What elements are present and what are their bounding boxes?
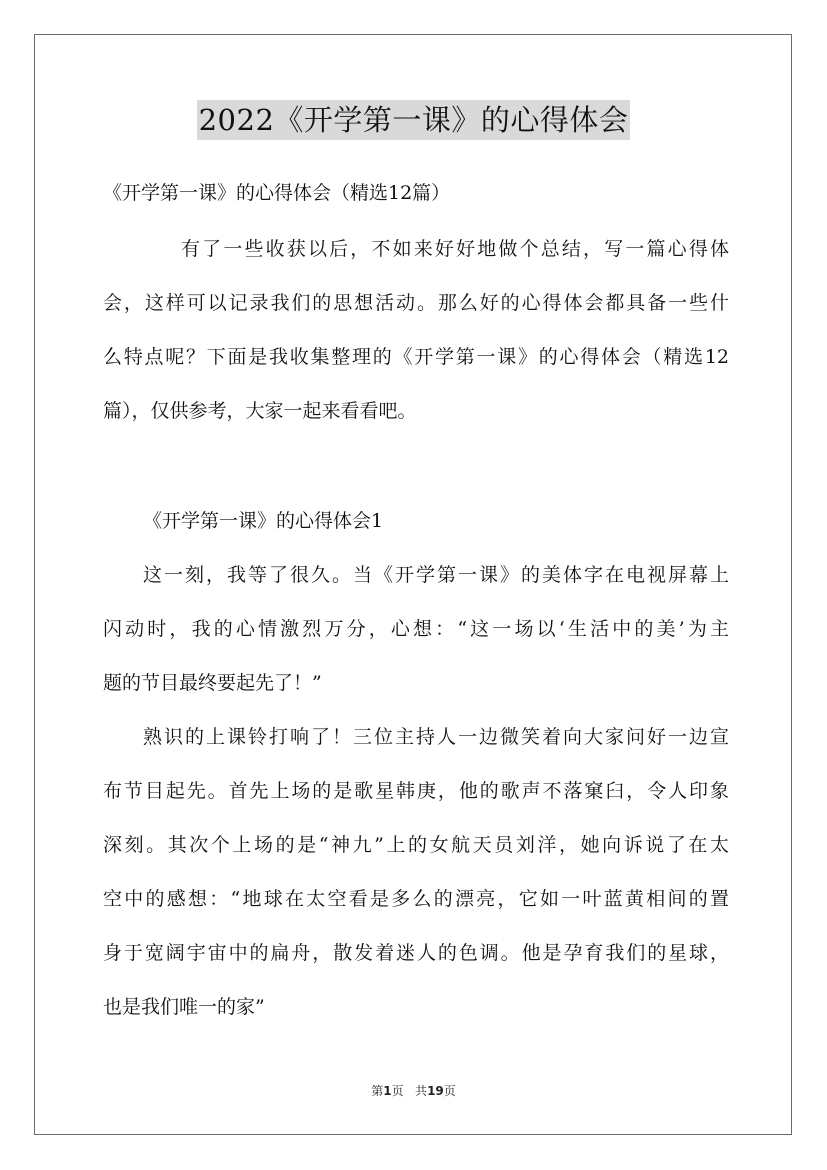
intro-line: 篇），仅供参考，大家一起来看看吧。 — [103, 400, 417, 422]
paragraph-line: 空中的感想：“地球在太空看是多么的漂亮，它如一叶蓝黄相间的置 — [103, 888, 729, 910]
page-prefix: 第 — [371, 1084, 384, 1098]
intro-line: 么特点呢？下面是我收集整理的《开学第一课》的心得体会（精选12 — [103, 346, 729, 368]
intro-line: 有了一些收获以后，不如来好好地做个总结，写一篇心得体 — [181, 238, 729, 260]
page-number: 1 — [383, 1084, 392, 1098]
total-label: 页 — [443, 1084, 456, 1098]
total-pages: 19 — [427, 1084, 444, 1098]
paragraph-line: 闪动时，我的心情激烈万分，心想：“这一场以‘生活中的美’为主 — [103, 618, 729, 640]
paragraph-line: 布节目起先。首先上场的是歌星韩庚，他的歌声不落窠臼，令人印象 — [103, 780, 729, 802]
document-title: 2022《开学第一课》的心得体会 — [197, 100, 631, 140]
paragraph-line: 身于宽阔宇宙中的扁舟，散发着迷人的色调。他是孕育我们的星球， — [103, 942, 729, 964]
intro-line: 会，这样可以记录我们的思想活动。那么好的心得体会都具备一些什 — [103, 292, 729, 314]
page-footer — [0, 1083, 827, 1099]
total-prefix: 共 — [415, 1084, 428, 1098]
title-container — [0, 100, 827, 140]
paragraph-line: 也是我们唯一的家” — [103, 996, 265, 1018]
page-label: 页 — [391, 1084, 404, 1098]
paragraph-line: 题的节目最终要起先了！” — [103, 672, 322, 694]
paragraph-line: 深刻。其次个上场的是“神九”上的女航天员刘洋，她向诉说了在太 — [103, 834, 729, 856]
section-heading: 《开学第一课》的心得体会1 — [143, 510, 384, 532]
paragraph-line: 这一刻，我等了很久。当《开学第一课》的美体字在电视屏幕上 — [143, 564, 729, 586]
document-subtitle: 《开学第一课》的心得体会（精选12篇） — [103, 182, 451, 204]
paragraph-line: 熟识的上课铃打响了！三位主持人一边微笑着向大家问好一边宣 — [143, 726, 729, 748]
